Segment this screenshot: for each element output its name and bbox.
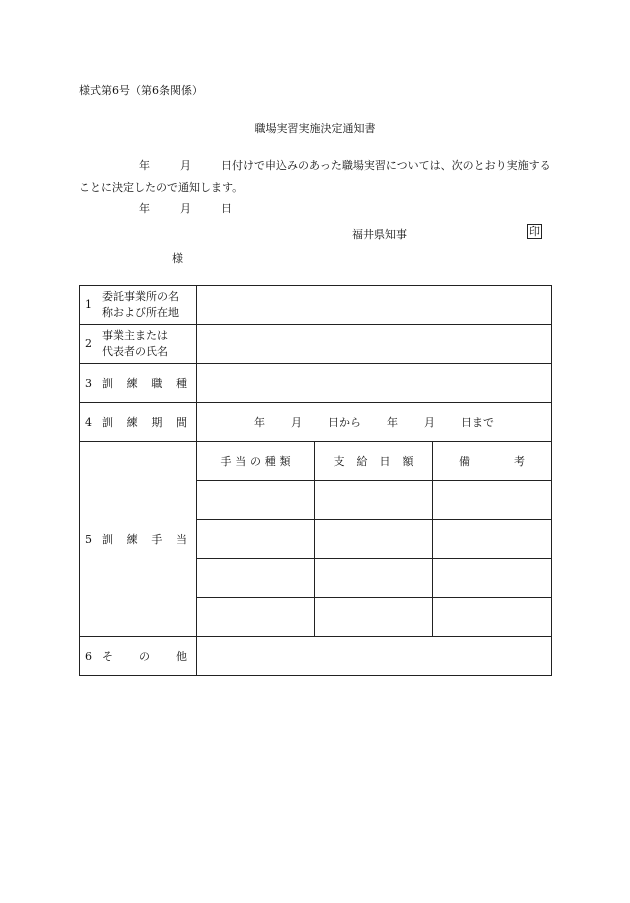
row-number: 1 — [85, 298, 92, 311]
occupation-label: 訓 練 職 種 — [102, 377, 187, 390]
table-row-allowance-header — [80, 442, 552, 481]
daily-amount-cell[interactable] — [315, 481, 433, 520]
period-year-start: 年 — [254, 416, 265, 429]
allowance-type-cell[interactable] — [197, 520, 315, 559]
table-row-period — [80, 403, 552, 442]
other-label: そ の 他 — [102, 650, 187, 663]
period-month-end: 月 — [424, 416, 435, 429]
remarks-cell[interactable] — [433, 481, 552, 520]
seal-mark: 印 — [529, 225, 540, 238]
business-label-line2: 称および所在地 — [102, 306, 179, 319]
allowance-type-cell[interactable] — [197, 481, 315, 520]
intro-month: 月 — [180, 159, 191, 172]
other-label-cell — [80, 637, 197, 676]
period-year-end: 年 — [387, 416, 398, 429]
daily-amount-cell[interactable] — [315, 559, 433, 598]
table-row-occupation — [80, 364, 552, 403]
allowance-type-header: 手 当 の 種 類 — [197, 442, 315, 481]
table-row-business — [80, 286, 552, 325]
allowance-label: 訓 練 手 当 — [102, 533, 187, 546]
other-value-cell[interactable] — [197, 637, 552, 676]
period-month-start: 月 — [291, 416, 302, 429]
employer-label-cell — [80, 325, 197, 364]
period-to: 日まで — [461, 416, 494, 429]
details-table — [79, 285, 552, 676]
remarks-cell[interactable] — [433, 559, 552, 598]
remarks-header: 備 考 — [433, 442, 552, 481]
row-number: 5 — [85, 533, 92, 546]
row-number: 6 — [85, 650, 92, 663]
issue-date-line — [139, 200, 232, 216]
employer-label-line2: 代表者の氏名 — [102, 345, 168, 358]
addressee-suffix: 様 — [172, 252, 183, 265]
period-from: 日から — [328, 416, 361, 429]
daily-amount-cell[interactable] — [315, 520, 433, 559]
intro-text: 日付けで申込みのあった職場実習については、次のとおり実施することに決定したので通知します。 — [79, 159, 551, 194]
date-year: 年 — [139, 202, 150, 215]
row-number: 4 — [85, 416, 92, 429]
intro-year: 年 — [139, 159, 150, 172]
business-label-line1: 委託事業所の名 — [102, 290, 179, 303]
document-title: 職場実習実施決定通知書 — [254, 122, 376, 135]
issuer-name: 福井県知事 — [352, 228, 407, 241]
allowance-label-cell — [80, 442, 197, 637]
intro-paragraph — [79, 155, 559, 199]
allowance-type-cell[interactable] — [197, 598, 315, 637]
business-value-cell[interactable] — [197, 286, 552, 325]
daily-amount-cell[interactable] — [315, 598, 433, 637]
form-number-label: 様式第6号（第6条関係） — [79, 84, 203, 97]
table-row-employer — [80, 325, 552, 364]
period-label-cell — [80, 403, 197, 442]
row-number: 3 — [85, 377, 92, 390]
table-row-other — [80, 637, 552, 676]
occupation-value-cell[interactable] — [197, 364, 552, 403]
remarks-cell[interactable] — [433, 520, 552, 559]
employer-value-cell[interactable] — [197, 325, 552, 364]
allowance-type-cell[interactable] — [197, 559, 315, 598]
row-number: 2 — [85, 337, 92, 350]
business-label-cell — [80, 286, 197, 325]
period-value-cell[interactable] — [197, 403, 552, 442]
date-month: 月 — [180, 202, 191, 215]
occupation-label-cell — [80, 364, 197, 403]
period-label: 訓 練 期 間 — [102, 416, 187, 429]
date-day: 日 — [221, 202, 232, 215]
remarks-cell[interactable] — [433, 598, 552, 637]
employer-label-line1: 事業主または — [102, 329, 168, 342]
daily-amount-header: 支 給 日 額 — [315, 442, 433, 481]
